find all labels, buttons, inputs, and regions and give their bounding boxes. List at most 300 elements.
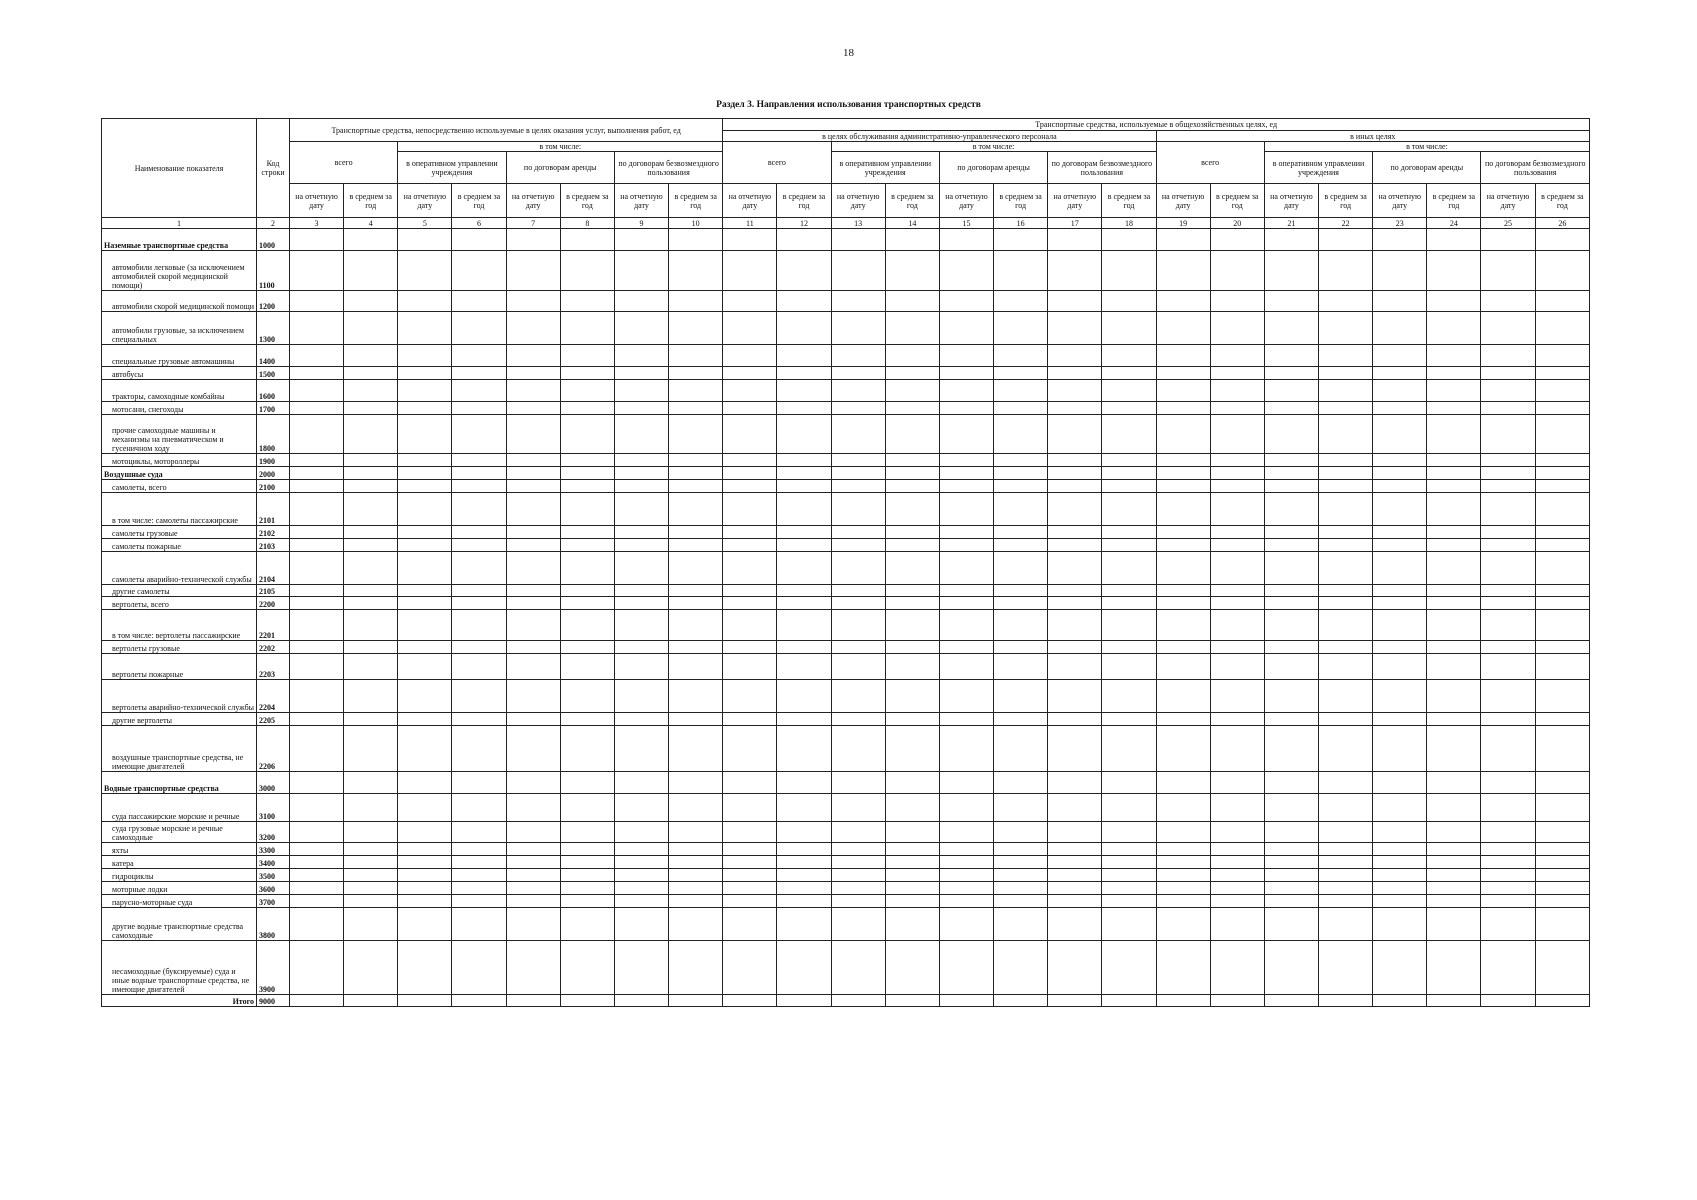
data-cell[interactable]: [777, 585, 831, 597]
data-cell[interactable]: [1373, 345, 1427, 367]
data-cell[interactable]: [560, 856, 614, 869]
data-cell[interactable]: [344, 345, 398, 367]
data-cell[interactable]: [669, 610, 723, 641]
data-cell[interactable]: [1481, 713, 1535, 726]
data-cell[interactable]: [1102, 480, 1156, 493]
data-cell[interactable]: [723, 941, 777, 995]
data-cell[interactable]: [398, 680, 452, 713]
data-cell[interactable]: [1264, 345, 1318, 367]
data-cell[interactable]: [1481, 367, 1535, 380]
data-cell[interactable]: [398, 454, 452, 467]
data-cell[interactable]: [560, 941, 614, 995]
data-cell[interactable]: [723, 454, 777, 467]
data-cell[interactable]: [398, 869, 452, 882]
data-cell[interactable]: [560, 380, 614, 402]
data-cell[interactable]: [398, 539, 452, 552]
data-cell[interactable]: [723, 229, 777, 251]
data-cell[interactable]: [1156, 856, 1210, 869]
data-cell[interactable]: [398, 895, 452, 908]
data-cell[interactable]: [1481, 402, 1535, 415]
data-cell[interactable]: [1373, 654, 1427, 680]
data-cell[interactable]: [885, 908, 939, 941]
data-cell[interactable]: [614, 882, 668, 895]
data-cell[interactable]: [939, 726, 993, 772]
data-cell[interactable]: [777, 493, 831, 526]
data-cell[interactable]: [1210, 794, 1264, 822]
data-cell[interactable]: [1156, 480, 1210, 493]
data-cell[interactable]: [452, 610, 506, 641]
data-cell[interactable]: [885, 291, 939, 312]
data-cell[interactable]: [1264, 610, 1318, 641]
data-cell[interactable]: [669, 480, 723, 493]
data-cell[interactable]: [1373, 415, 1427, 454]
data-cell[interactable]: [1319, 493, 1373, 526]
data-cell[interactable]: [939, 526, 993, 539]
data-cell[interactable]: [723, 367, 777, 380]
data-cell[interactable]: [1481, 251, 1535, 291]
data-cell[interactable]: [777, 454, 831, 467]
data-cell[interactable]: [1156, 312, 1210, 345]
data-cell[interactable]: [452, 585, 506, 597]
data-cell[interactable]: [1210, 454, 1264, 467]
data-cell[interactable]: [289, 680, 343, 713]
data-cell[interactable]: [1048, 454, 1102, 467]
data-cell[interactable]: [1048, 539, 1102, 552]
data-cell[interactable]: [1535, 882, 1589, 895]
data-cell[interactable]: [1102, 229, 1156, 251]
data-cell[interactable]: [994, 251, 1048, 291]
data-cell[interactable]: [669, 843, 723, 856]
data-cell[interactable]: [777, 882, 831, 895]
data-cell[interactable]: [777, 597, 831, 610]
data-cell[interactable]: [289, 610, 343, 641]
data-cell[interactable]: [452, 908, 506, 941]
data-cell[interactable]: [1156, 345, 1210, 367]
data-cell[interactable]: [506, 454, 560, 467]
data-cell[interactable]: [560, 367, 614, 380]
data-cell[interactable]: [344, 480, 398, 493]
data-cell[interactable]: [344, 869, 398, 882]
data-cell[interactable]: [1210, 312, 1264, 345]
data-cell[interactable]: [560, 654, 614, 680]
data-cell[interactable]: [723, 402, 777, 415]
data-cell[interactable]: [831, 467, 885, 480]
data-cell[interactable]: [1264, 552, 1318, 585]
data-cell[interactable]: [560, 895, 614, 908]
data-cell[interactable]: [506, 610, 560, 641]
data-cell[interactable]: [1048, 794, 1102, 822]
data-cell[interactable]: [1210, 713, 1264, 726]
data-cell[interactable]: [723, 345, 777, 367]
data-cell[interactable]: [1210, 251, 1264, 291]
data-cell[interactable]: [994, 895, 1048, 908]
data-cell[interactable]: [994, 312, 1048, 345]
data-cell[interactable]: [885, 367, 939, 380]
data-cell[interactable]: [1481, 680, 1535, 713]
data-cell[interactable]: [614, 995, 668, 1007]
data-cell[interactable]: [506, 794, 560, 822]
data-cell[interactable]: [885, 843, 939, 856]
data-cell[interactable]: [777, 895, 831, 908]
data-cell[interactable]: [452, 229, 506, 251]
data-cell[interactable]: [1264, 641, 1318, 654]
data-cell[interactable]: [1156, 822, 1210, 843]
data-cell[interactable]: [506, 380, 560, 402]
data-cell[interactable]: [994, 415, 1048, 454]
data-cell[interactable]: [1048, 291, 1102, 312]
data-cell[interactable]: [831, 654, 885, 680]
data-cell[interactable]: [1481, 415, 1535, 454]
data-cell[interactable]: [1319, 402, 1373, 415]
data-cell[interactable]: [1102, 869, 1156, 882]
data-cell[interactable]: [560, 772, 614, 794]
data-cell[interactable]: [1535, 654, 1589, 680]
data-cell[interactable]: [723, 312, 777, 345]
data-cell[interactable]: [614, 772, 668, 794]
data-cell[interactable]: [452, 895, 506, 908]
data-cell[interactable]: [939, 641, 993, 654]
data-cell[interactable]: [994, 654, 1048, 680]
data-cell[interactable]: [614, 467, 668, 480]
data-cell[interactable]: [1264, 585, 1318, 597]
data-cell[interactable]: [885, 856, 939, 869]
data-cell[interactable]: [1319, 345, 1373, 367]
data-cell[interactable]: [831, 941, 885, 995]
data-cell[interactable]: [723, 641, 777, 654]
data-cell[interactable]: [723, 654, 777, 680]
data-cell[interactable]: [1048, 251, 1102, 291]
data-cell[interactable]: [939, 908, 993, 941]
data-cell[interactable]: [398, 882, 452, 895]
data-cell[interactable]: [452, 856, 506, 869]
data-cell[interactable]: [885, 726, 939, 772]
data-cell[interactable]: [1102, 610, 1156, 641]
data-cell[interactable]: [344, 367, 398, 380]
data-cell[interactable]: [1319, 415, 1373, 454]
data-cell[interactable]: [994, 229, 1048, 251]
data-cell[interactable]: [344, 908, 398, 941]
data-cell[interactable]: [1427, 467, 1481, 480]
data-cell[interactable]: [1427, 415, 1481, 454]
data-cell[interactable]: [939, 229, 993, 251]
data-cell[interactable]: [723, 882, 777, 895]
data-cell[interactable]: [1319, 251, 1373, 291]
data-cell[interactable]: [1264, 251, 1318, 291]
data-cell[interactable]: [1373, 597, 1427, 610]
data-cell[interactable]: [1373, 895, 1427, 908]
data-cell[interactable]: [1210, 908, 1264, 941]
data-cell[interactable]: [994, 680, 1048, 713]
data-cell[interactable]: [1102, 526, 1156, 539]
data-cell[interactable]: [344, 229, 398, 251]
data-cell[interactable]: [506, 402, 560, 415]
data-cell[interactable]: [1427, 610, 1481, 641]
data-cell[interactable]: [777, 402, 831, 415]
data-cell[interactable]: [669, 552, 723, 585]
data-cell[interactable]: [1264, 367, 1318, 380]
data-cell[interactable]: [777, 772, 831, 794]
data-cell[interactable]: [344, 680, 398, 713]
data-cell[interactable]: [1535, 856, 1589, 869]
data-cell[interactable]: [1427, 713, 1481, 726]
data-cell[interactable]: [1048, 493, 1102, 526]
data-cell[interactable]: [939, 772, 993, 794]
data-cell[interactable]: [1373, 380, 1427, 402]
data-cell[interactable]: [939, 610, 993, 641]
data-cell[interactable]: [1319, 895, 1373, 908]
data-cell[interactable]: [777, 941, 831, 995]
data-cell[interactable]: [614, 229, 668, 251]
data-cell[interactable]: [506, 251, 560, 291]
data-cell[interactable]: [1102, 843, 1156, 856]
data-cell[interactable]: [289, 229, 343, 251]
data-cell[interactable]: [398, 995, 452, 1007]
data-cell[interactable]: [939, 454, 993, 467]
data-cell[interactable]: [1102, 415, 1156, 454]
data-cell[interactable]: [1156, 869, 1210, 882]
data-cell[interactable]: [1210, 552, 1264, 585]
data-cell[interactable]: [1481, 726, 1535, 772]
data-cell[interactable]: [614, 402, 668, 415]
data-cell[interactable]: [289, 856, 343, 869]
data-cell[interactable]: [777, 539, 831, 552]
data-cell[interactable]: [1156, 251, 1210, 291]
data-cell[interactable]: [669, 995, 723, 1007]
data-cell[interactable]: [994, 843, 1048, 856]
data-cell[interactable]: [831, 380, 885, 402]
data-cell[interactable]: [1156, 995, 1210, 1007]
data-cell[interactable]: [831, 843, 885, 856]
data-cell[interactable]: [1210, 641, 1264, 654]
data-cell[interactable]: [723, 251, 777, 291]
data-cell[interactable]: [885, 415, 939, 454]
data-cell[interactable]: [1319, 480, 1373, 493]
data-cell[interactable]: [939, 597, 993, 610]
data-cell[interactable]: [1427, 597, 1481, 610]
data-cell[interactable]: [1427, 380, 1481, 402]
data-cell[interactable]: [344, 415, 398, 454]
data-cell[interactable]: [994, 772, 1048, 794]
data-cell[interactable]: [723, 726, 777, 772]
data-cell[interactable]: [1048, 941, 1102, 995]
data-cell[interactable]: [777, 869, 831, 882]
data-cell[interactable]: [1535, 869, 1589, 882]
data-cell[interactable]: [669, 415, 723, 454]
data-cell[interactable]: [398, 713, 452, 726]
data-cell[interactable]: [1535, 539, 1589, 552]
data-cell[interactable]: [614, 380, 668, 402]
data-cell[interactable]: [560, 539, 614, 552]
data-cell[interactable]: [669, 869, 723, 882]
data-cell[interactable]: [1535, 908, 1589, 941]
data-cell[interactable]: [1373, 641, 1427, 654]
data-cell[interactable]: [1481, 493, 1535, 526]
data-cell[interactable]: [1535, 526, 1589, 539]
data-cell[interactable]: [723, 713, 777, 726]
data-cell[interactable]: [452, 526, 506, 539]
data-cell[interactable]: [1210, 480, 1264, 493]
data-cell[interactable]: [1210, 726, 1264, 772]
data-cell[interactable]: [452, 312, 506, 345]
data-cell[interactable]: [831, 312, 885, 345]
data-cell[interactable]: [1373, 291, 1427, 312]
data-cell[interactable]: [1427, 726, 1481, 772]
data-cell[interactable]: [831, 367, 885, 380]
data-cell[interactable]: [1156, 941, 1210, 995]
data-cell[interactable]: [1481, 480, 1535, 493]
data-cell[interactable]: [1373, 822, 1427, 843]
data-cell[interactable]: [994, 291, 1048, 312]
data-cell[interactable]: [994, 467, 1048, 480]
data-cell[interactable]: [669, 312, 723, 345]
data-cell[interactable]: [344, 713, 398, 726]
data-cell[interactable]: [452, 654, 506, 680]
data-cell[interactable]: [614, 480, 668, 493]
data-cell[interactable]: [994, 794, 1048, 822]
data-cell[interactable]: [614, 654, 668, 680]
data-cell[interactable]: [1481, 856, 1535, 869]
data-cell[interactable]: [452, 794, 506, 822]
data-cell[interactable]: [344, 941, 398, 995]
data-cell[interactable]: [398, 772, 452, 794]
data-cell[interactable]: [1319, 794, 1373, 822]
data-cell[interactable]: [614, 843, 668, 856]
data-cell[interactable]: [1535, 941, 1589, 995]
data-cell[interactable]: [289, 995, 343, 1007]
data-cell[interactable]: [939, 794, 993, 822]
data-cell[interactable]: [1048, 229, 1102, 251]
data-cell[interactable]: [1156, 367, 1210, 380]
data-cell[interactable]: [289, 713, 343, 726]
data-cell[interactable]: [777, 822, 831, 843]
data-cell[interactable]: [452, 680, 506, 713]
data-cell[interactable]: [614, 552, 668, 585]
data-cell[interactable]: [669, 585, 723, 597]
data-cell[interactable]: [344, 822, 398, 843]
data-cell[interactable]: [614, 251, 668, 291]
data-cell[interactable]: [1373, 526, 1427, 539]
data-cell[interactable]: [723, 908, 777, 941]
data-cell[interactable]: [344, 654, 398, 680]
data-cell[interactable]: [289, 726, 343, 772]
data-cell[interactable]: [831, 726, 885, 772]
data-cell[interactable]: [669, 822, 723, 843]
data-cell[interactable]: [669, 467, 723, 480]
data-cell[interactable]: [1102, 654, 1156, 680]
data-cell[interactable]: [452, 941, 506, 995]
data-cell[interactable]: [669, 402, 723, 415]
data-cell[interactable]: [1156, 895, 1210, 908]
data-cell[interactable]: [506, 772, 560, 794]
data-cell[interactable]: [1102, 552, 1156, 585]
data-cell[interactable]: [289, 345, 343, 367]
data-cell[interactable]: [344, 794, 398, 822]
data-cell[interactable]: [1427, 291, 1481, 312]
data-cell[interactable]: [1210, 654, 1264, 680]
data-cell[interactable]: [831, 822, 885, 843]
data-cell[interactable]: [1210, 291, 1264, 312]
data-cell[interactable]: [1535, 585, 1589, 597]
data-cell[interactable]: [614, 726, 668, 772]
data-cell[interactable]: [614, 794, 668, 822]
data-cell[interactable]: [831, 585, 885, 597]
data-cell[interactable]: [344, 856, 398, 869]
data-cell[interactable]: [560, 251, 614, 291]
data-cell[interactable]: [344, 882, 398, 895]
data-cell[interactable]: [1319, 822, 1373, 843]
data-cell[interactable]: [398, 251, 452, 291]
data-cell[interactable]: [723, 380, 777, 402]
data-cell[interactable]: [1427, 882, 1481, 895]
data-cell[interactable]: [344, 493, 398, 526]
data-cell[interactable]: [1264, 493, 1318, 526]
data-cell[interactable]: [398, 908, 452, 941]
data-cell[interactable]: [723, 680, 777, 713]
data-cell[interactable]: [1156, 597, 1210, 610]
data-cell[interactable]: [1048, 654, 1102, 680]
data-cell[interactable]: [506, 680, 560, 713]
data-cell[interactable]: [398, 493, 452, 526]
data-cell[interactable]: [506, 415, 560, 454]
data-cell[interactable]: [1048, 380, 1102, 402]
data-cell[interactable]: [398, 641, 452, 654]
data-cell[interactable]: [831, 908, 885, 941]
data-cell[interactable]: [614, 415, 668, 454]
data-cell[interactable]: [1102, 380, 1156, 402]
data-cell[interactable]: [1481, 772, 1535, 794]
data-cell[interactable]: [723, 480, 777, 493]
data-cell[interactable]: [560, 843, 614, 856]
data-cell[interactable]: [777, 380, 831, 402]
data-cell[interactable]: [344, 291, 398, 312]
data-cell[interactable]: [994, 882, 1048, 895]
data-cell[interactable]: [452, 251, 506, 291]
data-cell[interactable]: [1048, 597, 1102, 610]
data-cell[interactable]: [939, 995, 993, 1007]
data-cell[interactable]: [506, 713, 560, 726]
data-cell[interactable]: [289, 895, 343, 908]
data-cell[interactable]: [506, 941, 560, 995]
data-cell[interactable]: [939, 941, 993, 995]
data-cell[interactable]: [614, 908, 668, 941]
data-cell[interactable]: [777, 726, 831, 772]
data-cell[interactable]: [1264, 726, 1318, 772]
data-cell[interactable]: [506, 597, 560, 610]
data-cell[interactable]: [1156, 726, 1210, 772]
data-cell[interactable]: [1319, 772, 1373, 794]
data-cell[interactable]: [1427, 480, 1481, 493]
data-cell[interactable]: [777, 367, 831, 380]
data-cell[interactable]: [1319, 680, 1373, 713]
data-cell[interactable]: [560, 585, 614, 597]
data-cell[interactable]: [1373, 794, 1427, 822]
data-cell[interactable]: [506, 467, 560, 480]
data-cell[interactable]: [1048, 726, 1102, 772]
data-cell[interactable]: [885, 941, 939, 995]
data-cell[interactable]: [777, 908, 831, 941]
data-cell[interactable]: [885, 597, 939, 610]
data-cell[interactable]: [831, 480, 885, 493]
data-cell[interactable]: [614, 869, 668, 882]
data-cell[interactable]: [1210, 380, 1264, 402]
data-cell[interactable]: [1535, 402, 1589, 415]
data-cell[interactable]: [560, 869, 614, 882]
data-cell[interactable]: [1427, 794, 1481, 822]
data-cell[interactable]: [289, 291, 343, 312]
data-cell[interactable]: [885, 822, 939, 843]
data-cell[interactable]: [289, 454, 343, 467]
data-cell[interactable]: [1481, 654, 1535, 680]
